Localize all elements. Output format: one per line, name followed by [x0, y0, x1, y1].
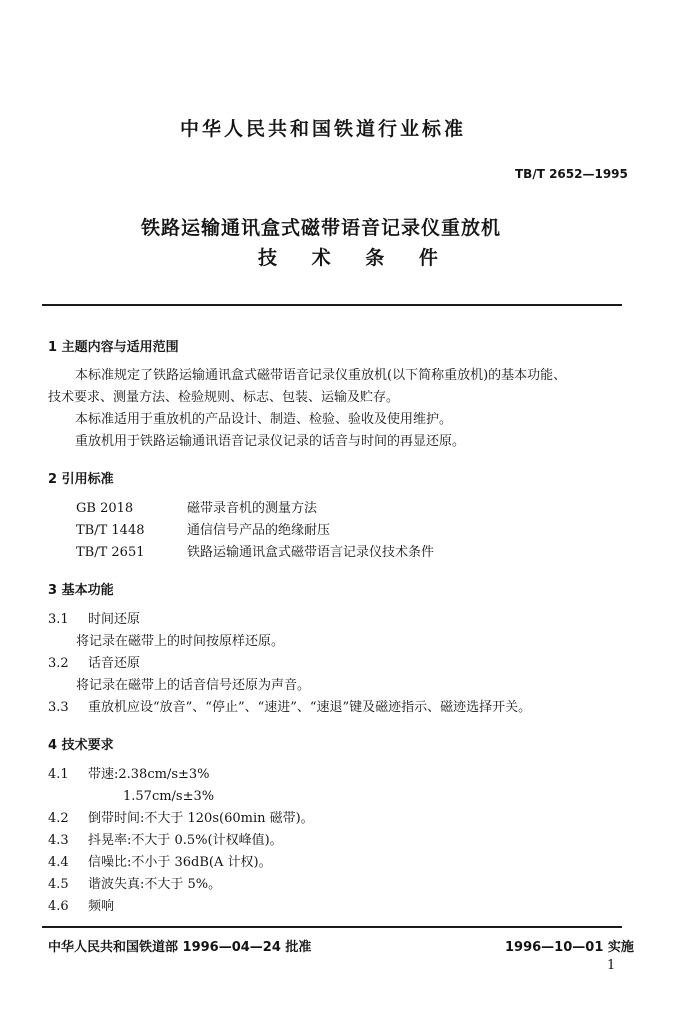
ref-title: 磁带录音机的测量方法: [187, 501, 318, 516]
ref-code: TB/T 1448: [76, 523, 145, 538]
clause-3-3-number: 3.3: [48, 700, 69, 715]
section-2-heading: 2 引用标准: [48, 472, 114, 487]
footer-rule: [42, 926, 622, 928]
clause-3-1-title: 时间还原: [88, 612, 141, 627]
clause-number: 4.6: [48, 899, 69, 914]
section-1-para2: 本标准适用于重放机的产品设计、制造、检验、验收及使用维护。: [75, 412, 453, 427]
clause-number: 4.1: [48, 767, 69, 782]
section-3-heading: 3 基本功能: [48, 583, 114, 598]
clause-3-2-number: 3.2: [48, 656, 69, 671]
clause-text: 1.57cm/s±3%: [123, 789, 215, 804]
doc-subtitle: 技 术 条 件: [258, 247, 452, 269]
clause-number: 4.2: [48, 811, 69, 826]
standard-number: TB/T 2652—1995: [515, 167, 628, 181]
clause-number: 4.4: [48, 855, 69, 870]
ref-code: GB 2018: [76, 501, 134, 516]
clause-number: 4.5: [48, 877, 69, 892]
clause-number: 4.3: [48, 833, 69, 848]
section-4-heading: 4 技术要求: [48, 738, 114, 753]
section-1-para1-line1: 本标准规定了铁路运输通讯盒式磁带语音记录仪重放机(以下简称重放机)的基本功能、: [75, 368, 567, 383]
clause-3-2-title: 话音还原: [88, 656, 141, 671]
header-rule: [42, 304, 622, 306]
ref-title: 铁路运输通讯盒式磁带语言记录仪技术条件: [187, 545, 435, 560]
clause-3-1-number: 3.1: [48, 612, 69, 627]
clause-text: 抖晃率:不大于 0.5%(计权峰值)。: [88, 833, 283, 848]
clause-text: 频响: [88, 899, 115, 914]
implementation-date: 1996—10—01 实施: [505, 940, 634, 955]
clause-text: 带速:2.38cm/s±3%: [88, 767, 210, 782]
section-1-para3: 重放机用于铁路运输通讯语音记录仪记录的话音与时间的再显还原。: [75, 434, 466, 449]
clause-3-2-text: 将记录在磁带上的话音信号还原为声音。: [76, 678, 311, 693]
page-number: 1: [607, 958, 616, 973]
section-1-para1-line2: 技术要求、测量方法、检验规则、标志、包装、运输及贮存。: [48, 390, 400, 405]
clause-3-3-text: 重放机应设“放音”、“停止”、“速进”、“速退”键及磁迹指示、磁迹选择开关。: [88, 700, 532, 715]
section-1-heading: 1 主题内容与适用范围: [48, 340, 179, 355]
clause-3-1-text: 将记录在磁带上的时间按原样还原。: [76, 634, 285, 649]
clause-text: 信噪比:不小于 36dB(A 计权)。: [88, 855, 272, 870]
ref-title: 通信信号产品的绝缘耐压: [187, 523, 331, 538]
ref-code: TB/T 2651: [76, 545, 145, 560]
clause-text: 倒带时间:不大于 120s(60min 磁带)。: [88, 811, 314, 826]
org-title: 中华人民共和国铁道行业标准: [180, 118, 467, 140]
clause-text: 谐波失真:不大于 5%。: [88, 877, 222, 892]
doc-title: 铁路运输通讯盒式磁带语音记录仪重放机: [141, 217, 502, 239]
approval-line: 中华人民共和国铁道部 1996—04—24 批准: [48, 940, 312, 955]
